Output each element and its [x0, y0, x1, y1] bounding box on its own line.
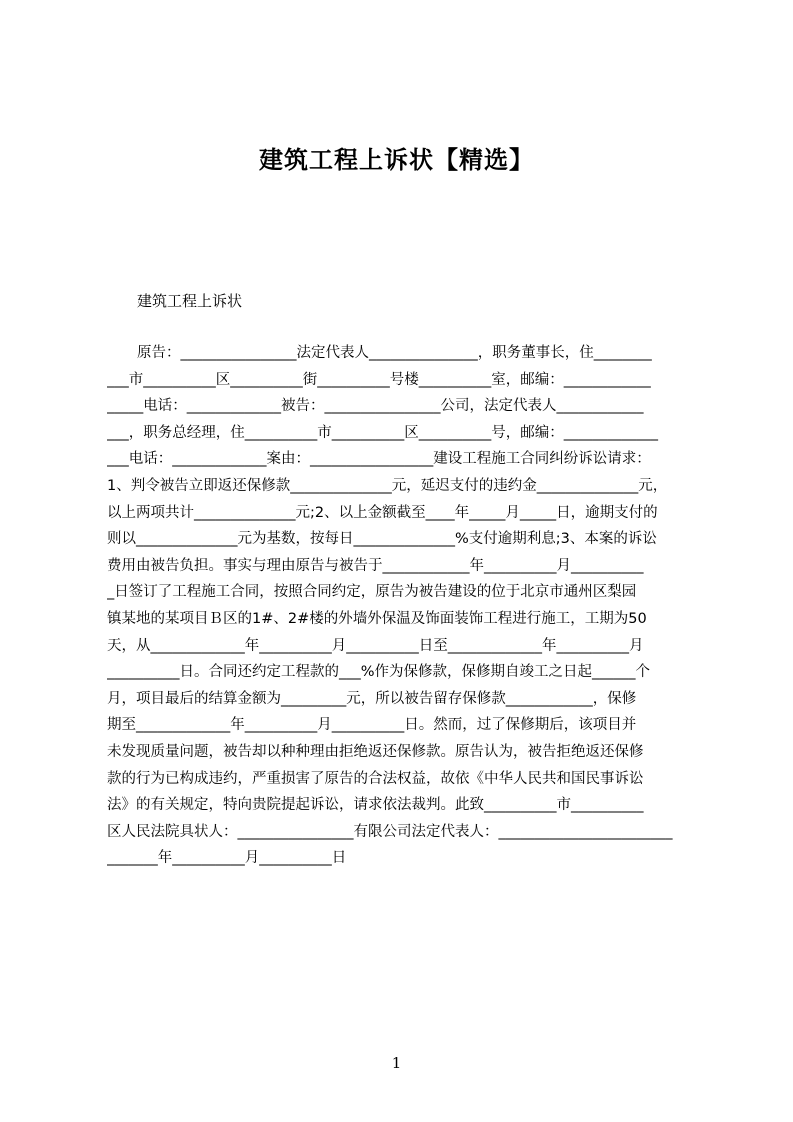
- body-line: 则以______________元为基数，按每日______________%支付逾期利息;3、本案的诉讼: [107, 531, 657, 548]
- body-line: 未发现质量问题，被告却以种种理由拒绝返还保修款。原告认为，被告拒绝返还保修: [107, 743, 644, 760]
- body-line: __________日。合同还约定工程款的___%作为保修款，保修期自竣工之日起______个: [107, 664, 651, 681]
- body-line: 天，从_____________年__________月__________日至_____________年__________月: [107, 637, 644, 654]
- body-line: ___市__________区__________街__________号楼__________室，邮编：____________: [107, 371, 651, 388]
- body-line: 区人民法院具状人：________________有限公司法定代表人：________________________: [107, 823, 673, 840]
- document-subheading: 建筑工程上诉状: [137, 292, 243, 310]
- body-line: 法》的有关规定，特向贵院提起诉讼，请求依法裁判。此致__________市__________: [107, 797, 644, 814]
- body-line: 月，项目最后的结算金额为_________元，所以被告留存保修款____________，保修: [107, 690, 637, 707]
- body-line: 镇某地的某项目Ｂ区的1#、2#楼的外墙外保温及饰面装饰工程进行施工，工期为50: [107, 610, 647, 627]
- body-line: ___电话：_____________案由：_________________建设工程施工合同纠纷诉讼请求：: [107, 451, 651, 468]
- body-line: ___，职务总经理，住__________市__________区__________号，邮编：_____________: [107, 424, 658, 441]
- document-body: [107, 340, 697, 872]
- body-line: _日签订了工程施工合同，按照合同约定，原告为被告建设的位于北京市通州区梨园: [107, 584, 637, 601]
- body-line: 期至_____________年__________月__________日。然而，过了保修期后，该项目并: [107, 717, 637, 734]
- page-number: 1: [391, 1054, 402, 1072]
- body-line: 款的行为已构成违约，严重损害了原告的合法权益，故依《中华人民共和国民事诉讼: [107, 770, 644, 787]
- body-line: 费用由被告负担。事实与理由原告与被告于____________年__________月__________: [107, 557, 644, 574]
- body-line: 1、判令被告立即返还保修款______________元，延迟支付的违约金______________元，: [107, 477, 668, 494]
- body-line: 以上两项共计______________元;2、以上金额截至____年_____月_____日，逾期支付的: [107, 504, 658, 521]
- document-title: 建筑工程上诉状【精选】: [259, 146, 534, 174]
- body-line: _______年__________月__________日: [107, 850, 347, 867]
- body-line: _____电话：_____________被告：________________公司，法定代表人____________: [107, 398, 644, 415]
- body-line: 原告：________________法定代表人_______________，职务董事长，住________: [137, 345, 652, 361]
